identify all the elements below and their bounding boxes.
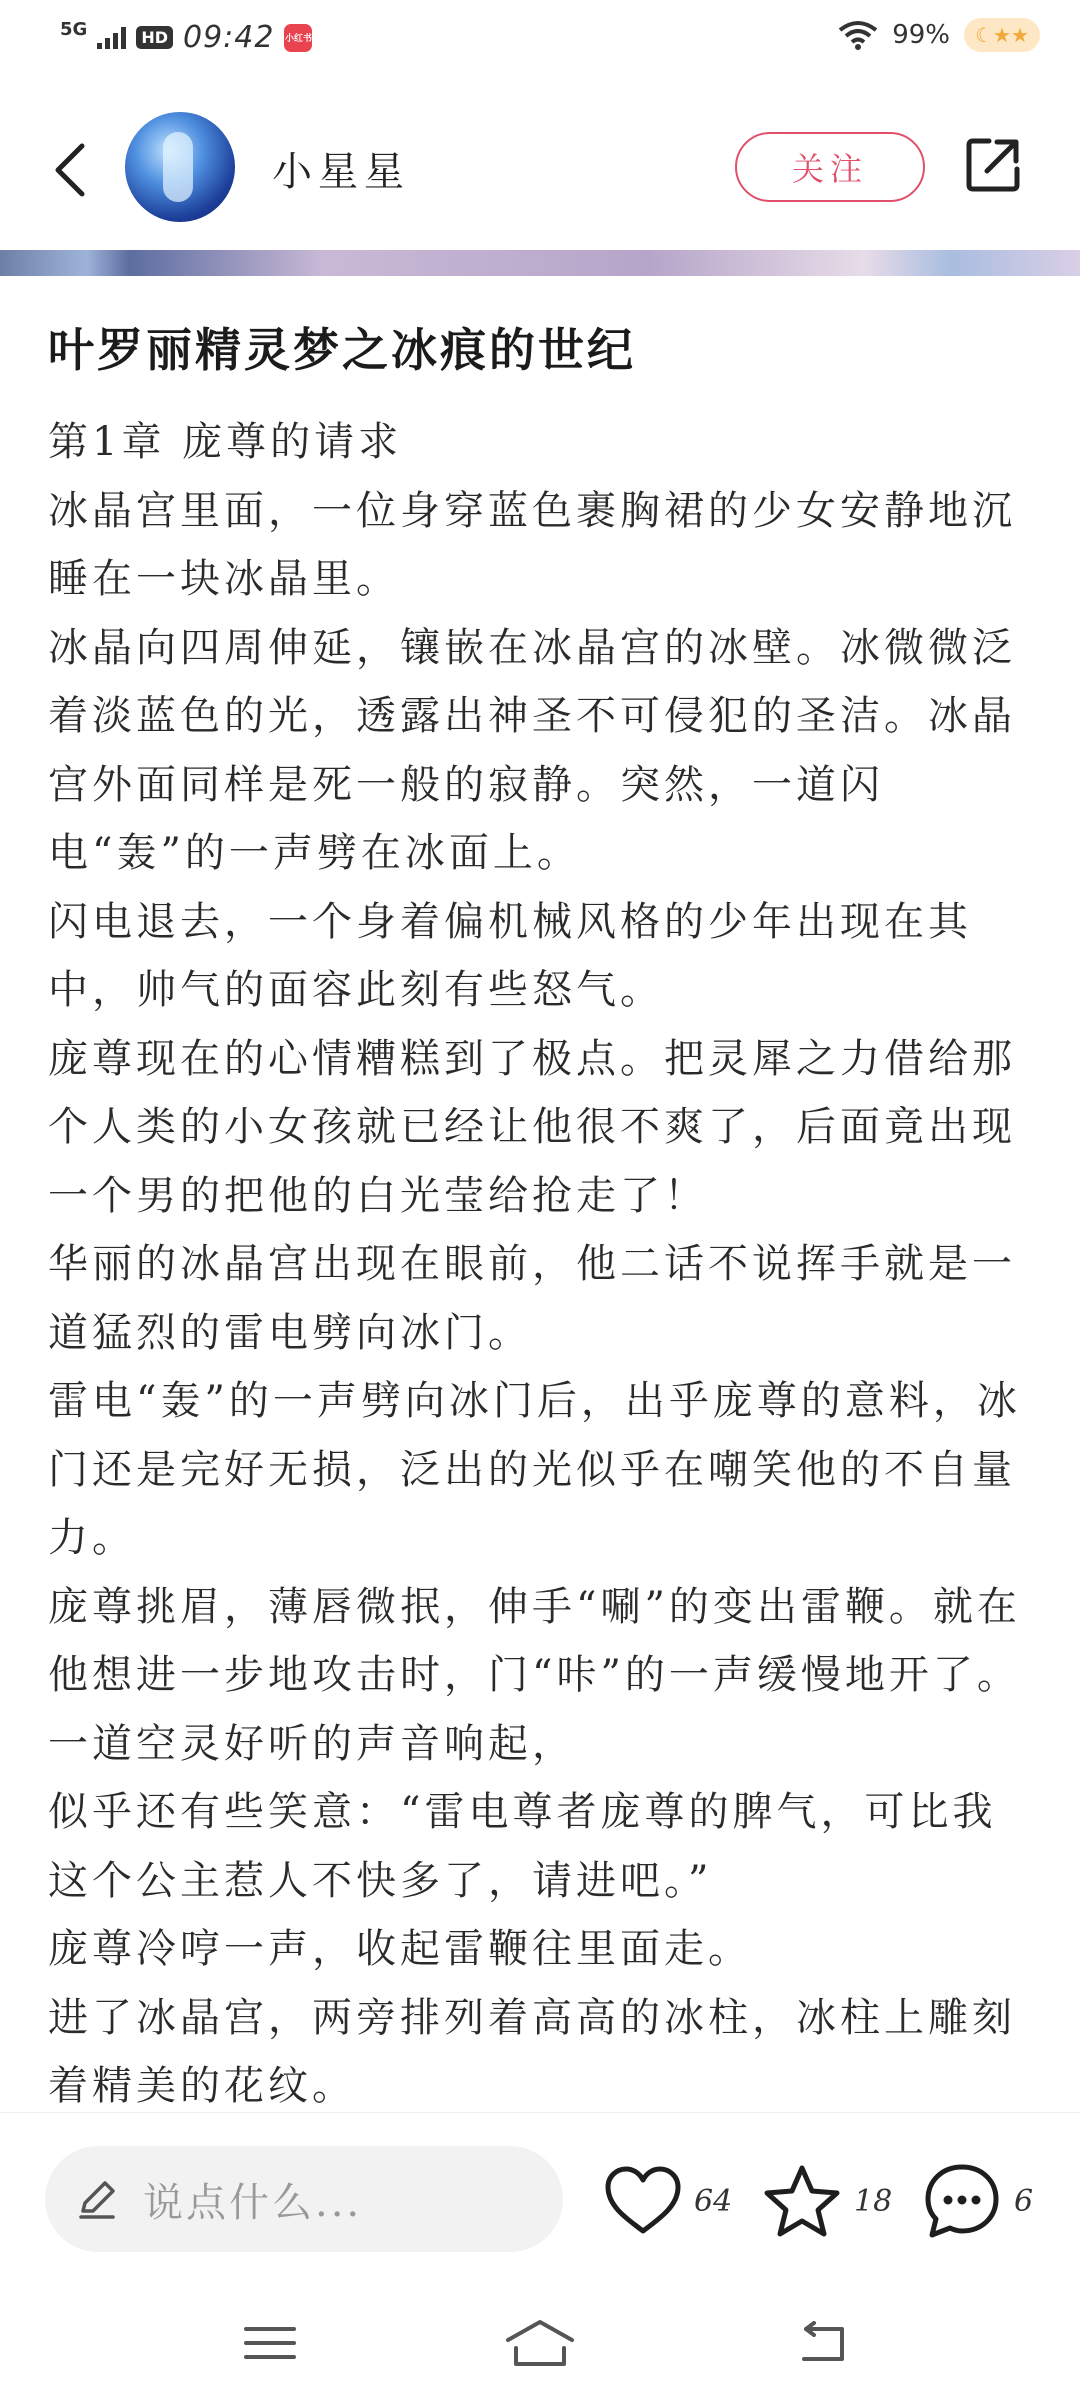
system-back-button[interactable] <box>782 2308 862 2378</box>
paragraph: 进了冰晶宫，两旁排列着高高的冰柱，冰柱上雕刻着精美的花纹。 <box>48 1994 1016 2109</box>
article <box>48 318 1038 2112</box>
home-icon <box>504 2318 576 2368</box>
menu-icon <box>242 2323 298 2363</box>
paragraph: 庞尊挑眉，薄唇微抿，伸手“唰”的变出雷鞭。就在他想进一步地攻击时，门“咔”的一声缓慢地开了。 <box>48 1583 1021 1698</box>
pencil-icon <box>75 2177 119 2221</box>
system-nav-bar <box>0 2290 1080 2408</box>
follow-button[interactable]: 关注 <box>735 132 925 202</box>
paragraph: 冰晶宫里面，一位身穿蓝色裹胸裙的少女安静地沉睡在一块冰晶里。 <box>48 487 1016 602</box>
article-body <box>48 408 1038 2112</box>
night-mode-icon: ☾★★ <box>964 18 1040 52</box>
action-bar <box>0 2112 1080 2289</box>
status-time: 09:42 <box>182 20 275 55</box>
comment-count: 6 <box>1014 2183 1034 2219</box>
recent-apps-button[interactable] <box>230 2308 310 2378</box>
paragraph: 一道空灵好听的声音响起， <box>48 1720 576 1767</box>
paragraph: 第1章 庞尊的请求 <box>48 419 403 465</box>
heart-icon <box>604 2165 682 2237</box>
like-button[interactable] <box>604 2156 732 2246</box>
paragraph: 庞尊现在的心情糟糕到了极点。把灵犀之力借给那个人类的小女孩就已经让他很不爽了，后面竟出现一个男的把他的白光莹给抢走了！ <box>48 1035 1016 1219</box>
comment-bubble-icon <box>922 2161 1002 2241</box>
like-count: 64 <box>694 2183 733 2219</box>
home-button[interactable] <box>500 2308 580 2378</box>
star-icon <box>762 2163 842 2239</box>
comment-placeholder: 说点什么... <box>143 2179 363 2226</box>
paragraph: 冰晶向四周伸延，镶嵌在冰晶宫的冰壁。冰微微泛着淡蓝色的光，透露出神圣不可侵犯的圣洁。冰晶宫外面同样是死一般的寂静。突然，一道闪电“轰”的一声劈在冰面上。 <box>48 624 1016 876</box>
favorite-button[interactable] <box>762 2156 892 2246</box>
author-name[interactable]: 小星星 <box>272 149 410 195</box>
comment-input[interactable] <box>45 2146 563 2252</box>
favorite-count: 18 <box>854 2183 893 2219</box>
hd-badge: HD <box>136 26 173 49</box>
battery-level: 99% <box>892 20 950 50</box>
paragraph: 似乎还有些笑意：“雷电尊者庞尊的脾气，可比我这个公主惹人不快多了，请进吧。” <box>48 1789 997 1904</box>
paragraph: 华丽的冰晶宫出现在眼前，他二话不说挥手就是一道猛烈的雷电劈向冰门。 <box>48 1241 1016 1356</box>
comment-button[interactable] <box>922 2156 1033 2246</box>
paragraph: 庞尊冷哼一声，收起雷鞭往里面走。 <box>48 1926 752 1972</box>
paragraph: 雷电“轰”的一声劈向冰门后，出乎庞尊的意料，冰门还是完好无损，泛出的光似乎在嘲笑他的不自量力。 <box>48 1378 1021 1561</box>
return-icon <box>794 2321 850 2365</box>
notification-badge-icon: 小红书 <box>284 24 312 52</box>
paragraph: 闪电退去，一个身着偏机械风格的少年出现在其中，帅气的面容此刻有些怒气。 <box>48 898 972 1013</box>
network-type: 5G <box>60 18 88 40</box>
article-title: 叶罗丽精灵梦之冰痕的世纪 <box>48 323 636 377</box>
